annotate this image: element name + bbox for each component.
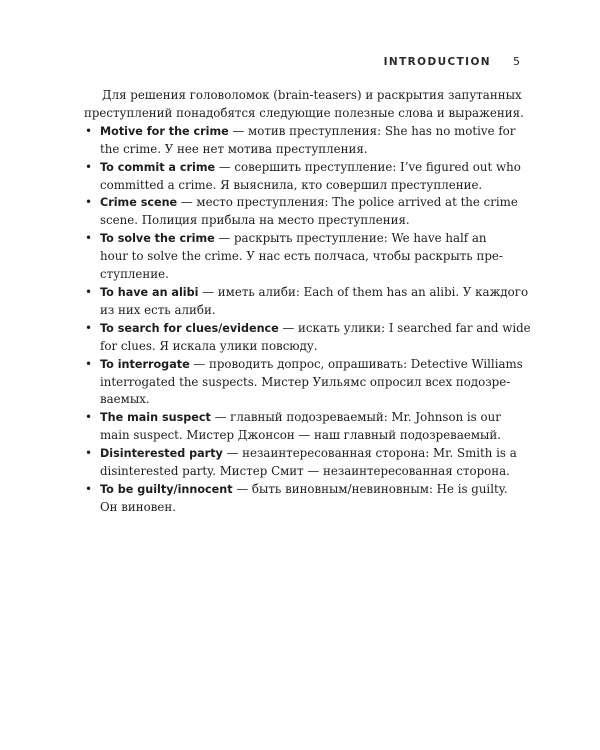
definition: — главный подозреваемый: Mr. Johnson is our <box>210 410 501 425</box>
definition-line: disinterested party. Мистер Смит — незаинтересованная сторона. <box>100 464 510 479</box>
bullet-icon: • <box>85 320 93 335</box>
definition-line: for clues. Я искала улики повсюду. <box>100 338 318 353</box>
intro-paragraph <box>84 87 524 123</box>
list-item <box>84 481 520 517</box>
definition: — раскрыть преступление: We have half an <box>214 231 487 246</box>
term: To be guilty/innocent <box>100 482 233 496</box>
bullet-icon: • <box>85 195 93 210</box>
term: To interrogate <box>100 357 190 371</box>
definition: — проводить допрос, опрашивать: Detective Williams <box>189 356 523 371</box>
definition-line: ступление. <box>100 267 169 282</box>
definition-line: Он виновен. <box>100 499 176 514</box>
definition-line: committed a crime. Я выяснила, кто совершил преступление. <box>100 177 483 192</box>
term: To solve the crime <box>100 232 215 246</box>
list-item <box>84 159 520 195</box>
term: To search for clues/evidence <box>100 321 279 335</box>
bullet-icon: • <box>85 231 93 246</box>
term: The main suspect <box>100 411 211 425</box>
definition-line: из них есть алиби. <box>100 302 216 317</box>
definition: — место преступления: The police arrived at the crime <box>177 195 518 210</box>
list-item <box>84 409 520 445</box>
bullet-icon: • <box>85 159 93 174</box>
intro-line: преступлений понадобятся следующие полезные слова и выражения. <box>84 105 524 120</box>
definition-line: hour to solve the crime. У нас есть полчаса, чтобы раскрыть пре- <box>100 249 503 264</box>
term: To commit a crime <box>100 160 216 174</box>
term: Disinterested party <box>100 447 223 461</box>
bullet-icon: • <box>85 481 93 496</box>
bullet-icon: • <box>85 356 93 371</box>
bullet-icon: • <box>85 123 93 138</box>
definition: — совершить преступление: I’ve figured out who <box>215 159 521 174</box>
definition-line: the crime. У нее нет мотива преступления. <box>100 141 368 156</box>
list-item <box>84 320 531 356</box>
definition: — искать улики: I searched far and wide <box>278 320 531 335</box>
definition: — незаинтересованная сторона: Mr. Smith is a <box>222 446 517 461</box>
running-header <box>380 55 520 68</box>
section-title: INTRODUCTION <box>383 56 491 68</box>
definition: — иметь алиби: Each of them has an alibi. У каждого <box>198 284 529 299</box>
term: To have an alibi <box>100 285 199 299</box>
list-item <box>84 123 520 159</box>
definition-line: ваемых. <box>100 392 150 407</box>
list-item <box>84 230 520 284</box>
term: Motive for the crime <box>100 124 229 138</box>
definition-line: main suspect. Мистер Джонсон — наш главный подозреваемый. <box>100 428 502 443</box>
page-number: 5 <box>513 55 520 68</box>
bullet-icon: • <box>85 284 93 299</box>
intro-line: Для решения головоломок (brain-teasers) и раскрытия запутанных <box>102 88 522 102</box>
list-item <box>84 445 520 481</box>
definition: — быть виновным/невиновным: He is guilty. <box>232 481 508 496</box>
bullet-icon: • <box>85 446 93 461</box>
definition-line: interrogated the suspects. Мистер Уильямс опросил всех подозре- <box>100 374 511 389</box>
term: Crime scene <box>100 196 178 210</box>
list-item <box>84 356 523 410</box>
list-item <box>84 284 529 320</box>
definition-line: scene. Полиция прибыла на место преступления. <box>100 213 410 228</box>
list-item <box>84 194 520 230</box>
vocabulary-list <box>84 123 531 517</box>
page-body <box>84 87 531 517</box>
definition: — мотив преступления: She has no motive for <box>228 123 516 138</box>
bullet-icon: • <box>85 410 93 425</box>
